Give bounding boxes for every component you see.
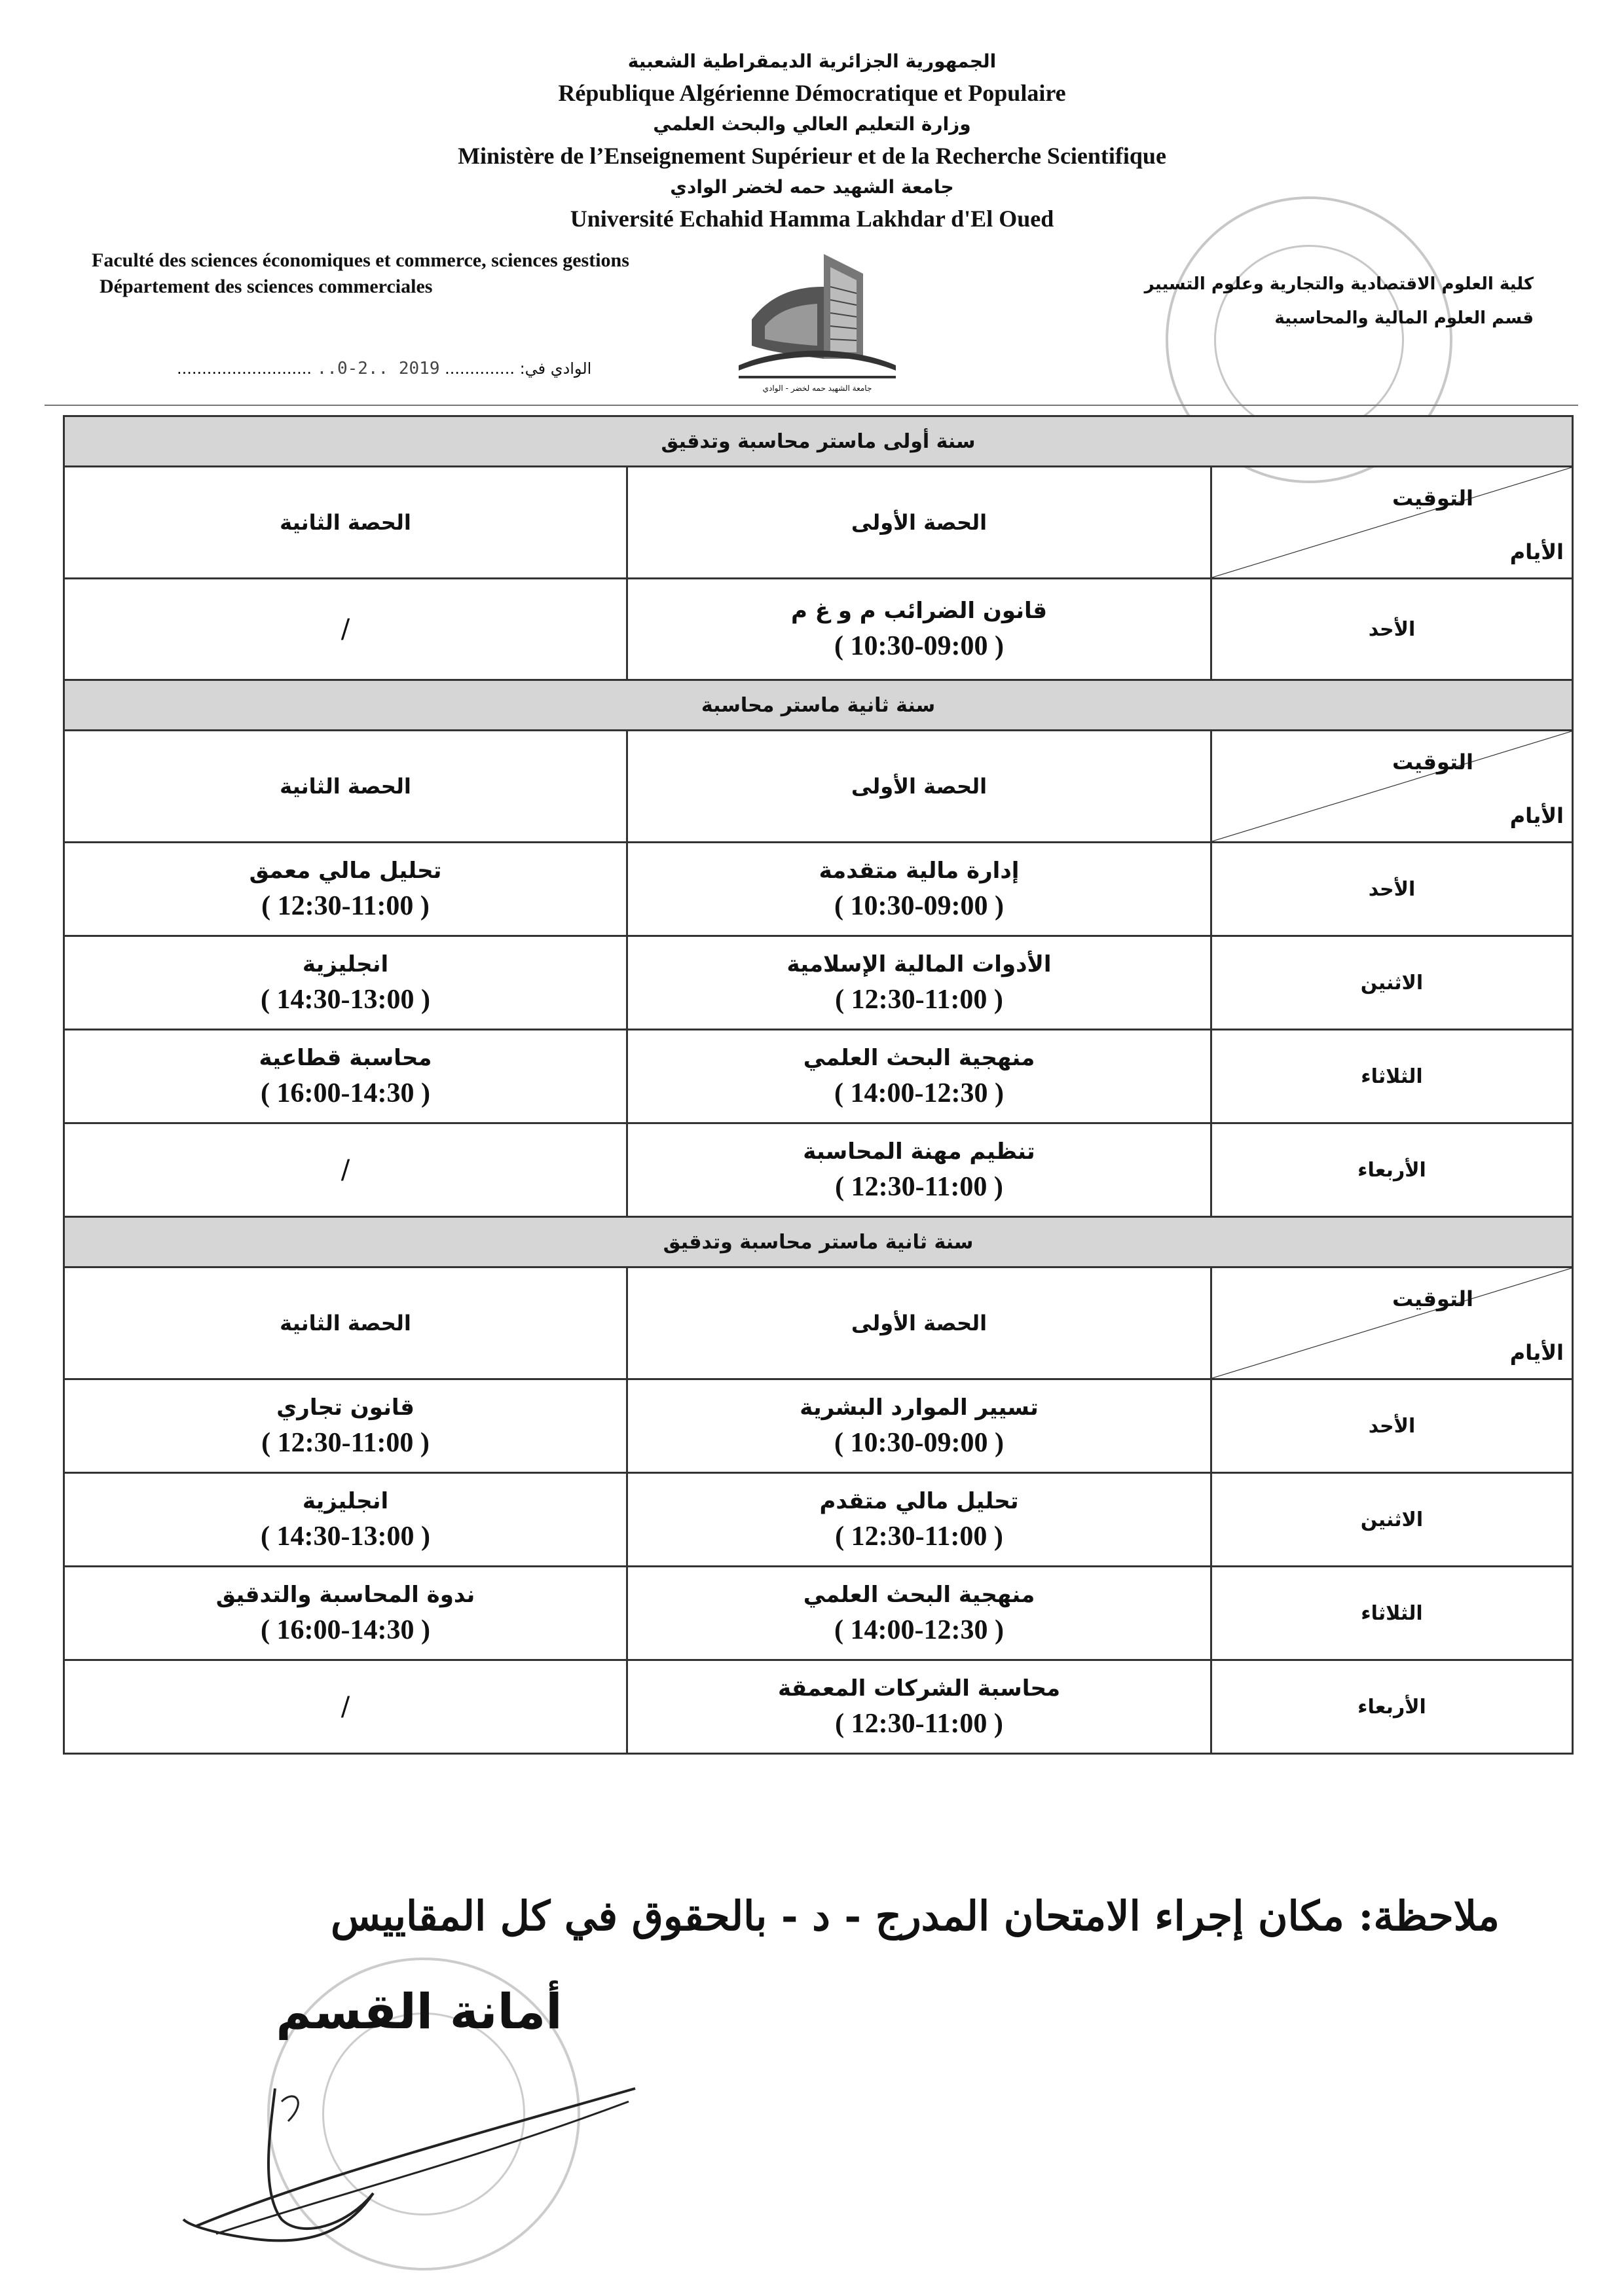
subject: تحليل مالي معمق xyxy=(249,858,442,884)
table-row xyxy=(64,1473,1573,1567)
second-session-cell xyxy=(64,843,627,936)
day-cell: الاثنين xyxy=(1211,936,1573,1030)
timing-label: التوقيت xyxy=(1392,750,1473,774)
first-session-cell xyxy=(627,1030,1211,1123)
first-session-cell xyxy=(627,1567,1211,1660)
table-row xyxy=(64,1567,1573,1660)
section-title: سنة ثانية ماستر محاسبة وتدقيق xyxy=(64,1217,1573,1267)
subject: قانون تجاري xyxy=(276,1394,415,1421)
day-cell: الثلاثاء xyxy=(1211,1567,1573,1660)
date-label: الوادي في: xyxy=(519,359,592,378)
table-row xyxy=(64,1379,1573,1473)
header-divider xyxy=(45,405,1578,406)
ministry-fr: Ministère de l’Enseignement Supérieur et de la Recherche Scientifique xyxy=(458,143,1166,169)
table-row xyxy=(64,1030,1573,1123)
exam-location-note: ملاحظة: مكان إجراء الامتحان المدرج - د - بالحقوق في كل المقاييس xyxy=(330,1892,1500,1940)
university-ar: جامعة الشهيد حمه لخضر الوادي xyxy=(670,176,954,198)
day-cell: الأربعاء xyxy=(1211,1123,1573,1217)
first-session-cell xyxy=(627,1379,1211,1473)
faculty-block-ar xyxy=(1075,267,1534,335)
day-cell: الأحد xyxy=(1211,1379,1573,1473)
time: ( 14:00-12:30 ) xyxy=(834,1078,1004,1108)
subject: منهجية البحث العلمي xyxy=(803,1045,1035,1071)
subject: تنظيم مهنة المحاسبة xyxy=(803,1139,1035,1165)
first-session-header: الحصة الأولى xyxy=(627,1267,1211,1379)
first-session-cell xyxy=(627,579,1211,680)
time: ( 12:30-11:00 ) xyxy=(835,985,1003,1015)
days-label: الأيام xyxy=(1509,539,1564,564)
second-session-cell xyxy=(64,1030,627,1123)
first-session-cell xyxy=(627,1123,1211,1217)
department-ar: قسم العلوم المالية والمحاسبية xyxy=(1274,308,1534,328)
corner-header xyxy=(1211,467,1573,579)
second-session-cell: / xyxy=(64,579,627,680)
second-session-header: الحصة الثانية xyxy=(64,1267,627,1379)
table-row xyxy=(64,1123,1573,1217)
exam-schedule-table xyxy=(63,415,1574,1755)
first-session-cell xyxy=(627,1660,1211,1754)
faculty-ar: كلية العلوم الاقتصادية والتجارية وعلوم التسيير xyxy=(1144,274,1534,294)
table-row xyxy=(64,1660,1573,1754)
second-session-cell: / xyxy=(64,1660,627,1754)
timing-label: التوقيت xyxy=(1392,1286,1473,1311)
subject: الأدوات المالية الإسلامية xyxy=(786,951,1052,977)
days-label: الأيام xyxy=(1509,1340,1564,1365)
subject: قانون الضرائب م و غ م xyxy=(791,598,1047,624)
subject: ندوة المحاسبة والتدقيق xyxy=(215,1582,475,1608)
day-cell: الثلاثاء xyxy=(1211,1030,1573,1123)
day-cell: الأحد xyxy=(1211,579,1573,680)
date-value: 2019 ..2-0.. xyxy=(316,359,440,378)
subject: إدارة مالية متقدمة xyxy=(819,858,1020,884)
ministry-ar: وزارة التعليم العالي والبحث العلمي xyxy=(653,113,971,135)
first-session-cell xyxy=(627,936,1211,1030)
time: ( 12:30-11:00 ) xyxy=(261,1428,430,1458)
first-session-cell xyxy=(627,1473,1211,1567)
time: ( 12:30-11:00 ) xyxy=(261,891,430,921)
table-row xyxy=(64,843,1573,936)
subject: انجليزية xyxy=(302,951,389,977)
time: ( 14:00-12:30 ) xyxy=(834,1615,1004,1645)
logo-caption: جامعة الشهيد حمه لخضر - الوادي xyxy=(762,384,872,393)
corner-header xyxy=(1211,731,1573,843)
subject: محاسبة الشركات المعمقة xyxy=(777,1675,1061,1702)
department-office-label: أمانة القسم xyxy=(276,1984,563,2040)
second-session-cell xyxy=(64,1473,627,1567)
day-cell: الاثنين xyxy=(1211,1473,1573,1567)
time: ( 10:30-09:00 ) xyxy=(834,1428,1004,1458)
time: ( 14:30-13:00 ) xyxy=(261,985,430,1015)
faculty-fr: Faculté des sciences économiques et commerce, sciences gestions xyxy=(92,249,629,271)
time: ( 10:30-09:00 ) xyxy=(834,631,1004,661)
republic-ar: الجمهورية الجزائرية الديمقراطية الشعبية xyxy=(627,50,997,72)
date-line: الوادي في: .............. 2019 ..2-0.. ........................... xyxy=(177,359,592,378)
faculty-block-fr xyxy=(92,247,720,300)
republic-fr: République Algérienne Démocratique et Populaire xyxy=(558,80,1066,106)
subject: تحليل مالي متقدم xyxy=(819,1488,1019,1514)
day-cell: الأربعاء xyxy=(1211,1660,1573,1754)
subject: انجليزية xyxy=(302,1488,389,1514)
first-session-header: الحصة الأولى xyxy=(627,467,1211,579)
table-row xyxy=(64,579,1573,680)
first-session-header: الحصة الأولى xyxy=(627,731,1211,843)
handwritten-signature xyxy=(177,2062,648,2259)
second-session-header: الحصة الثانية xyxy=(64,731,627,843)
time: ( 10:30-09:00 ) xyxy=(834,891,1004,921)
second-session-cell: / xyxy=(64,1123,627,1217)
second-session-cell xyxy=(64,936,627,1030)
subject: منهجية البحث العلمي xyxy=(803,1582,1035,1608)
time: ( 16:00-14:30 ) xyxy=(261,1615,430,1645)
document-header xyxy=(196,46,1428,234)
section-title: سنة أولى ماستر محاسبة وتدقيق xyxy=(64,416,1573,467)
subject: تسيير الموارد البشرية xyxy=(800,1394,1039,1421)
subject: محاسبة قطاعية xyxy=(259,1045,432,1071)
university-logo xyxy=(726,247,909,395)
first-session-cell xyxy=(627,843,1211,936)
department-fr: Département des sciences commerciales xyxy=(100,276,433,297)
second-session-header: الحصة الثانية xyxy=(64,467,627,579)
corner-header xyxy=(1211,1267,1573,1379)
days-label: الأيام xyxy=(1509,803,1564,828)
section-title: سنة ثانية ماستر محاسبة xyxy=(64,680,1573,731)
time: ( 12:30-11:00 ) xyxy=(835,1172,1003,1202)
time: ( 14:30-13:00 ) xyxy=(261,1522,430,1552)
second-session-cell xyxy=(64,1379,627,1473)
university-fr: Université Echahid Hamma Lakhdar d'El Oued xyxy=(570,206,1054,232)
time: ( 12:30-11:00 ) xyxy=(835,1709,1003,1739)
table-row xyxy=(64,936,1573,1030)
time: ( 16:00-14:30 ) xyxy=(261,1078,430,1108)
time: ( 12:30-11:00 ) xyxy=(835,1522,1003,1552)
timing-label: التوقيت xyxy=(1392,486,1473,511)
day-cell: الأحد xyxy=(1211,843,1573,936)
second-session-cell xyxy=(64,1567,627,1660)
